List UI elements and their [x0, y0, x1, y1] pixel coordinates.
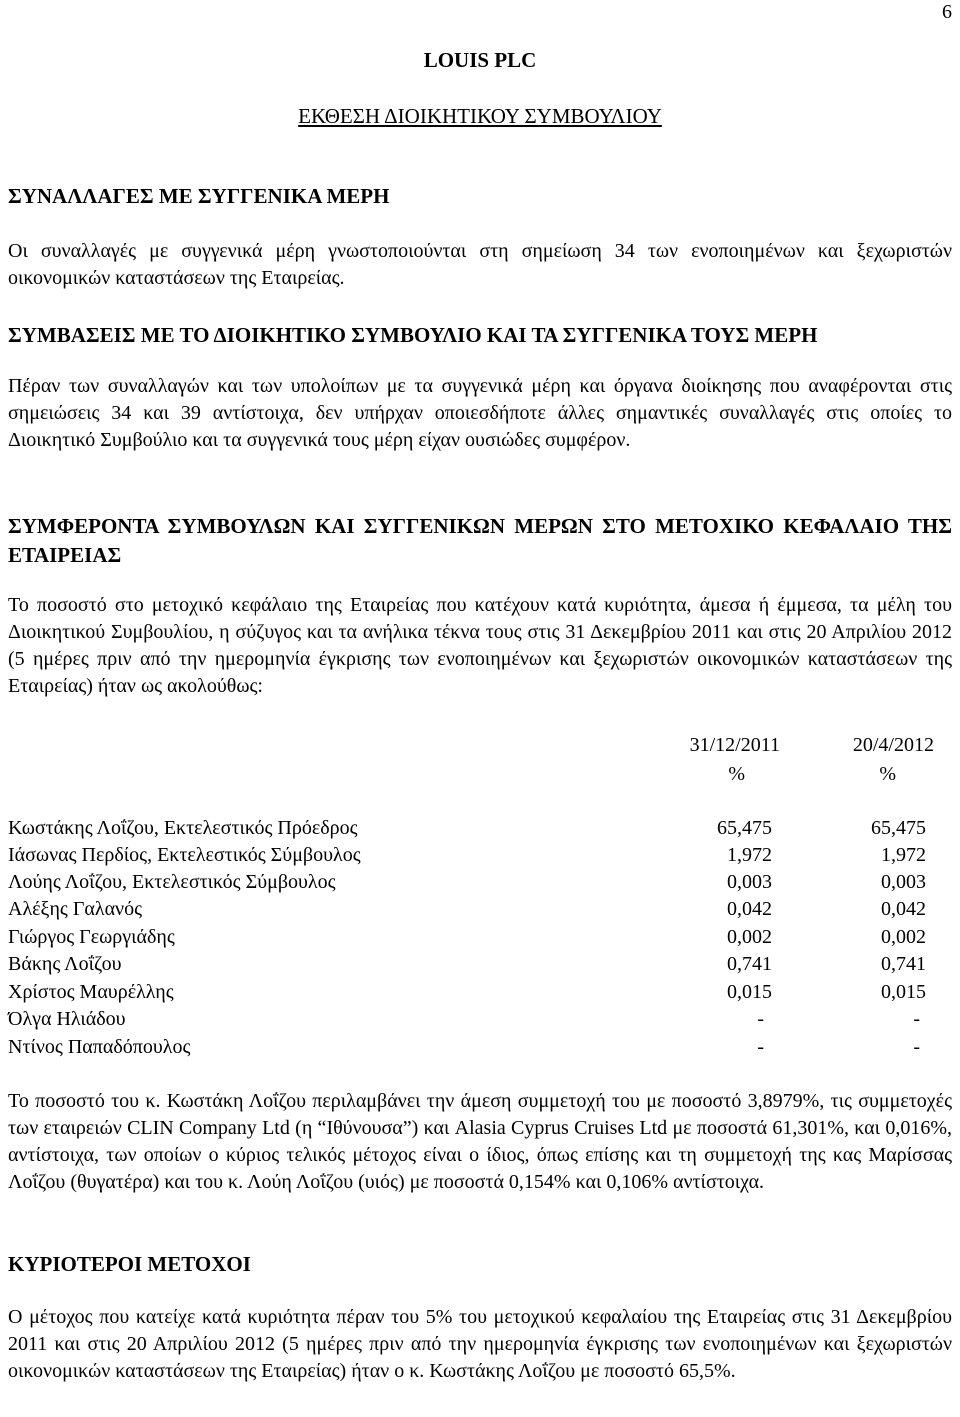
table-row	[8, 842, 952, 869]
directors-interests-text: Το ποσοστό στο μετοχικό κεφάλαιο της Εταιρείας που κατέχουν κατά κυριότητα, άμεσα ή έμμεσα, τα μέλη του Διοικητικού Συμβουλίου, η σύζυγος και τα ανήλικα τέκνα τους στις 31 Δεκεμβρίου 2011 και στις 20 Απριλίου 2012 (5 ημέρες πριν από την ημερομηνία έγκρισης των ενοποιημένων και ξεχωριστών οικονομικών καταστάσεων της Εταιρείας) ήταν ως ακολούθως:	[8, 594, 952, 697]
section-heading-related-transactions: ΣΥΝΑΛΛΑΓΕΣ ΜΕ ΣΥΓΓΕΝΙΚΑ ΜΕΡΗ	[8, 184, 390, 208]
report-title: ΕΚΘΕΣΗ ΔΙΟΙΚΗΤΙΚΟΥ ΣΥΜΒΟΥΛΙΟΥ	[298, 104, 662, 128]
table-row	[8, 951, 952, 978]
table-row	[8, 1006, 952, 1033]
percent-2012: 0,003	[881, 871, 926, 893]
percent-2011: -	[757, 1008, 764, 1030]
percent-2011: 0,015	[727, 981, 772, 1003]
percent-2011: 0,042	[727, 898, 772, 920]
table-row	[8, 869, 952, 896]
table-row	[8, 896, 952, 923]
related-transactions-text: Οι συναλλαγές με συγγενικά μέρη γνωστοποιούνται στη σημείωση 34 των ενοποιημένων και ξεχωριστών οικονομικών καταστάσεων της Εταιρείας.	[8, 240, 952, 289]
director-name: Βάκης Λοΐζου	[8, 953, 122, 975]
director-name: Αλέξης Γαλανός	[8, 898, 143, 920]
director-interest-note: Το ποσοστό του κ. Κωστάκη Λοΐζου περιλαμβάνει την άμεση συμμετοχή του με ποσοστό 3,8979%, τις συμμετοχές των εταιρειών CLIN Company Ltd (η “Ιθύνουσα”) και Alasia Cyprus Cruises Ltd με ποσοστά 61,301%, και 0,016%, αντίστοιχα, των οποίων ο κύριος τελικός μέτοχος είναι ο ίδιος, όπως επίσης και τη συμμετοχή της κας Μαρίσσας Λοΐζου (θυγατέρα) και του κ. Λούη Λοΐζου (υιός) με ποσοστά 0,154% και 0,106% αντίστοιχα.	[8, 1090, 952, 1193]
column-header-date-2011: 31/12/2011	[689, 734, 780, 756]
percent-2012: -	[913, 1008, 920, 1030]
page-number: 6	[942, 1, 952, 23]
table-row	[8, 1034, 952, 1061]
percent-2011: 65,475	[717, 817, 772, 839]
percent-2011: 0,003	[727, 871, 772, 893]
percent-2012: 0,741	[881, 953, 926, 975]
director-name: Γιώργος Γεωργιάδης	[8, 926, 175, 948]
section-heading-board-contracts: ΣΥΜΒΑΣΕΙΣ ΜΕ ΤΟ ΔΙΟΙΚΗΤΙΚΟ ΣΥΜΒΟΥΛΙΟ ΚΑΙ ΤΑ ΣΥΓΓΕΝΙΚΑ ΤΟΥΣ ΜΕΡΗ	[8, 323, 818, 347]
director-name: Ιάσωνας Περδίος, Εκτελεστικός Σύμβουλος	[8, 844, 361, 866]
director-name: Χρίστος Μαυρέλλης	[8, 981, 174, 1003]
company-name: LOUIS PLC	[423, 48, 537, 72]
director-name: Όλγα Ηλιάδου	[8, 1008, 126, 1030]
director-name: Κωστάκης Λοΐζου, Εκτελεστικός Πρόεδρος	[8, 817, 358, 839]
table-row	[8, 815, 952, 842]
percent-2012: -	[913, 1036, 920, 1058]
section-heading-major-shareholders: ΚΥΡΙΟΤΕΡΟΙ ΜΕΤΟΧΟΙ	[8, 1252, 251, 1276]
percent-2012: 0,002	[881, 926, 926, 948]
percent-2011: -	[757, 1036, 764, 1058]
percent-2011: 0,741	[727, 953, 772, 975]
percent-2012: 65,475	[871, 817, 926, 839]
column-header-unit-2011: %	[728, 763, 745, 785]
director-name: Ντίνος Παπαδόπουλος	[8, 1036, 191, 1058]
percent-2012: 0,042	[881, 898, 926, 920]
percent-2011: 1,972	[727, 844, 772, 866]
director-name: Λούης Λοΐζου, Εκτελεστικός Σύμβουλος	[8, 871, 336, 893]
percent-2012: 1,972	[881, 844, 926, 866]
percent-2012: 0,015	[881, 981, 926, 1003]
major-shareholders-text: Ο μέτοχος που κατείχε κατά κυριότητα πέραν του 5% του μετοχικού κεφαλαίου της Εταιρείας στις 31 Δεκεμβρίου 2011 και στις 20 Απριλίου 2012 (5 ημέρες πριν από την ημερομηνία έγκρισης των ενοποιημένων και ξεχωριστών οικονομικών καταστάσεων της Εταιρείας) ήταν ο κ. Κωστάκης Λοΐζου με ποσοστό 65,5%.	[8, 1306, 952, 1382]
board-contracts-text: Πέραν των συναλλαγών και των υπολοίπων με τα συγγενικά μέρη και όργανα διοίκησης που αναφέρονται στις σημειώσεις 34 και 39 αντίστοιχα, δεν υπήρχαν οποιεσδήποτε άλλες σημαντικές συναλλαγές στις οποίες το Διοικητικό Συμβούλιο και τα συγγενικά τους μέρη είχαν ουσιώδες συμφέρον.	[8, 375, 952, 451]
column-header-date-2012: 20/4/2012	[852, 734, 934, 756]
section-heading-directors-interests: ΣΥΜΦΕΡΟΝΤΑ ΣΥΜΒΟΥΛΩΝ ΚΑΙ ΣΥΓΓΕΝΙΚΩΝ ΜΕΡΩΝ ΣΤΟ ΜΕΤΟΧΙΚΟ ΚΕΦΑΛΑΙΟ ΤΗΣ ΕΤΑΙΡΕΙΑΣ	[8, 514, 952, 567]
column-header-unit-2012: %	[879, 763, 896, 785]
percent-2011: 0,002	[727, 926, 772, 948]
table-row	[8, 979, 952, 1006]
table-row	[8, 924, 952, 951]
